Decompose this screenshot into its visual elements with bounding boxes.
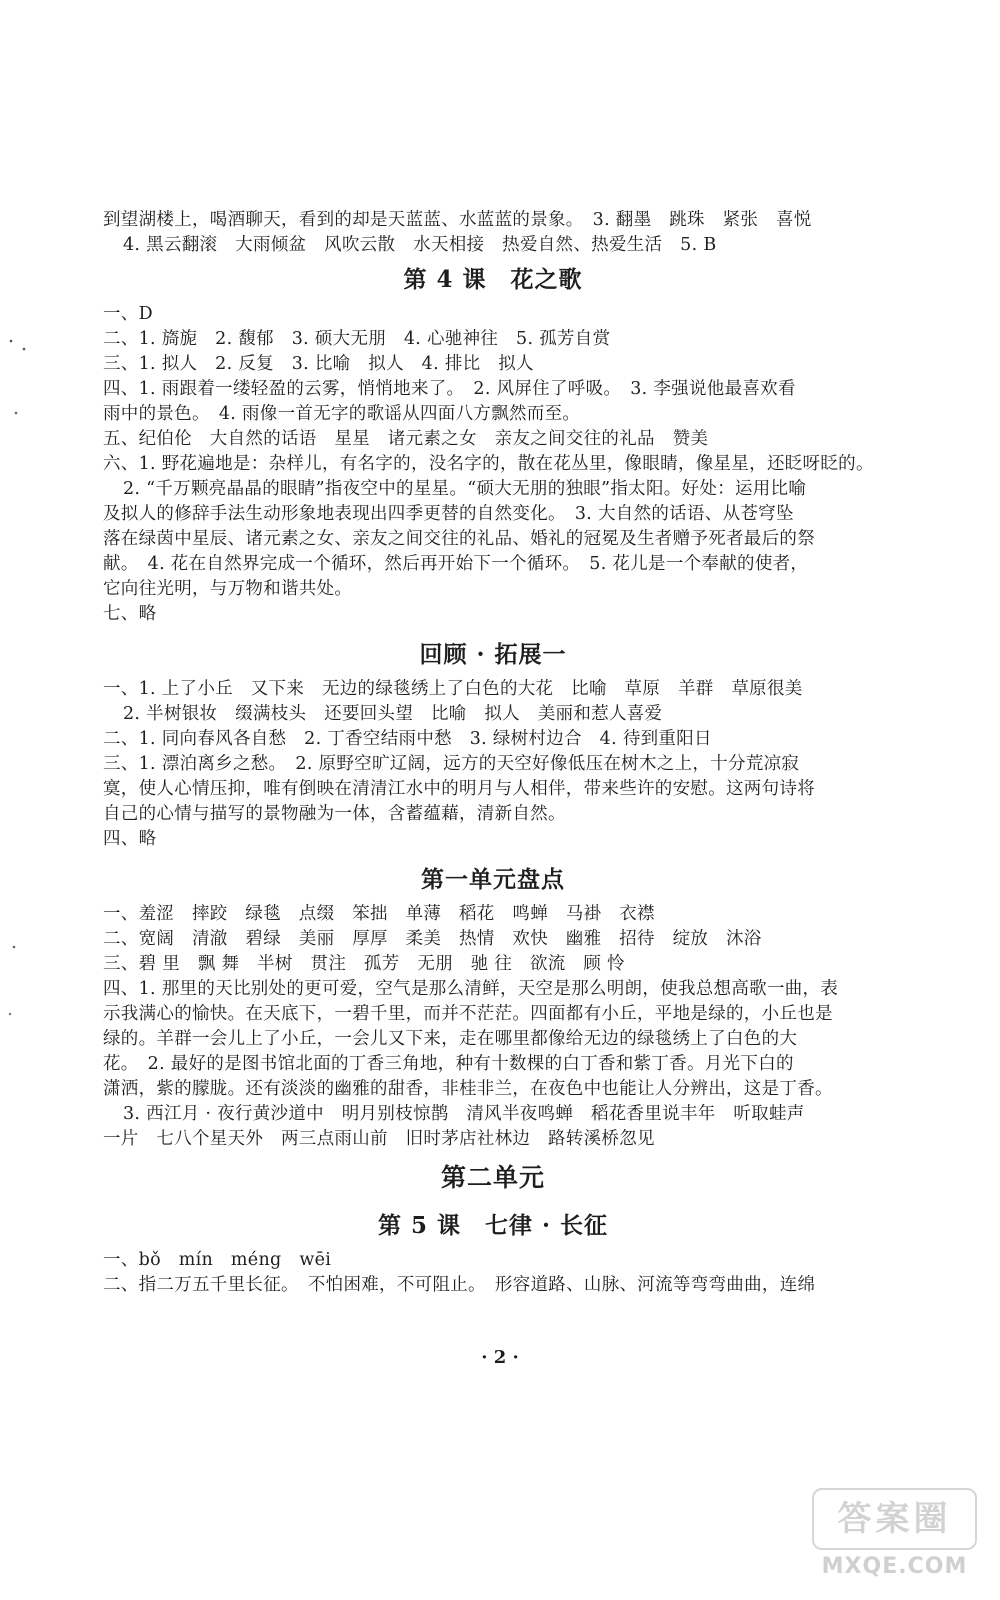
watermark-logo: 答案圈 [812,1488,977,1550]
text-line: 六、1. 野花遍地是：杂样儿，有名字的，没名字的，散在花丛里，像眼睛，像星星，还眨呀眨的。 [103,454,874,474]
text-line: 四、1. 雨跟着一缕轻盈的云雾，悄悄地来了。 2. 风屏住了呼吸。 3. 李强说他最喜欢看 [103,379,796,399]
text-line: 它向往光明，与万物和谐共处。 [103,579,353,599]
text-line: 献。 4. 花在自然界完成一个循环，然后再开始下一个循环。 5. 花儿是一个奉献的使者， [103,554,809,574]
text-line: 三、1. 漂泊离乡之愁。 2. 原野空旷辽阔，远方的天空好像低压在树木之上，十分荒凉寂 [103,754,800,774]
text-line: 一、1. 上了小丘 又下来 无边的绿毯绣上了白色的大花 比喻 草原 羊群 草原很美 [103,679,803,699]
text-line: 一片 七八个星天外 两三点雨山前 旧时茅店社林边 路转溪桥忽见 [103,1129,655,1149]
text-line: 二、宽阔 清澈 碧绿 美丽 厚厚 柔美 热情 欢快 幽雅 招待 绽放 沐浴 [103,929,762,949]
text-line: 2. “千万颗亮晶晶的眼睛”指夜空中的星星。“硕大无朋的独眼”指太阳。好处：运用比喻 [123,479,807,499]
unit-heading: 第二单元 [440,1163,545,1192]
text-line: 七、略 [103,604,157,624]
text-line: 一、bǒ mín méng wēi [103,1250,332,1270]
text-line: 雨中的景色。 4. 雨像一首无字的歌谣从四面八方飘然而至。 [103,404,581,424]
text-line: 潇洒，紫的朦胧。还有淡淡的幽雅的甜香，非桂非兰，在夜色中也能让人分辨出，这是丁香。 [103,1079,833,1099]
page-number: · 2 · [481,1347,519,1368]
text-line: 自己的心情与描写的景物融为一体，含蓄蕴藉，清新自然。 [103,804,566,824]
text-line: 落在绿茵中星辰、诸元素之女、亲友之间交往的礼品、婚礼的冠冕及生者赠予死者最后的祭 [103,529,815,549]
text-line: 示我满心的愉快。在天底下，一碧千里，而并不茫茫。四面都有小丘，平地是绿的，小丘也是 [103,1004,833,1024]
text-line: 一、D [103,304,153,324]
text-line: 寞，使人心情压抑，唯有倒映在清清江水中的明月与人相伴，带来些许的安慰。这两句诗将 [103,779,815,799]
watermark [812,1488,977,1588]
text-line: 四、略 [103,829,157,849]
lesson-heading: 第 4 课 花之歌 [403,266,583,293]
lesson-heading: 第 5 课 七律 · 长征 [377,1212,609,1239]
text-line: 花。 2. 最好的是图书馆北面的丁香三角地，种有十数棵的白丁香和紫丁香。月光下白的 [103,1054,794,1074]
text-line: 二、1. 旖旎 2. 馥郁 3. 硕大无朋 4. 心驰神往 5. 孤芳自赏 [103,329,611,349]
text-line: 绿的。羊群一会儿上了小丘，一会儿又下来，走在哪里都像给无边的绿毯绣上了白色的大 [103,1029,798,1049]
watermark-url: MXQE.COM [821,1554,968,1579]
text-line: 一、羞涩 摔跤 绿毯 点缀 笨拙 单薄 稻花 鸣蝉 马褂 衣襟 [103,904,655,924]
section-heading: 回顾 · 拓展一 [419,641,567,668]
text-line: 4. 黑云翻滚 大雨倾盆 风吹云散 水天相接 热爱自然、热爱生活 5. B [123,235,717,255]
section-heading: 第一单元盘点 [421,866,565,893]
text-line: 及拟人的修辞手法生动形象地表现出四季更替的自然变化。 3. 大自然的话语、从苍穹坠 [103,504,794,524]
answer-content [103,208,883,1298]
text-line: 二、指二万五千里长征。 不怕困难，不可阻止。 形容道路、山脉、河流等弯弯曲曲，连绵 [103,1275,816,1295]
text-line: 三、1. 拟人 2. 反复 3. 比喻 拟人 4. 排比 拟人 [103,354,534,374]
text-line: 四、1. 那里的天比别处的更可爱，空气是那么清鲜，天空是那么明朗，使我总想高歌一曲，表 [103,979,839,999]
text-line: 五、纪伯伦 大自然的话语 星星 诸元素之女 亲友之间交往的礼品 赞美 [103,429,709,449]
text-line: 3. 西江月 · 夜行黄沙道中 明月别枝惊鹊 清风半夜鸣蝉 稻花香里说丰年 听取蛙声 [123,1104,805,1124]
text-line: 三、碧 里 飘 舞 半树 贯注 孤芳 无朋 驰 往 欲流 顾 怜 [103,954,625,974]
text-line: 2. 半树银妆 缀满枝头 还要回头望 比喻 拟人 美丽和惹人喜爱 [123,704,663,724]
text-line: 二、1. 同向春风各自愁 2. 丁香空结雨中愁 3. 绿树村边合 4. 待到重阳日 [103,729,712,749]
text-line: 到望湖楼上，喝酒聊天，看到的却是天蓝蓝、水蓝蓝的景象。 3. 翻墨 跳珠 紧张 喜悦 [103,210,812,230]
